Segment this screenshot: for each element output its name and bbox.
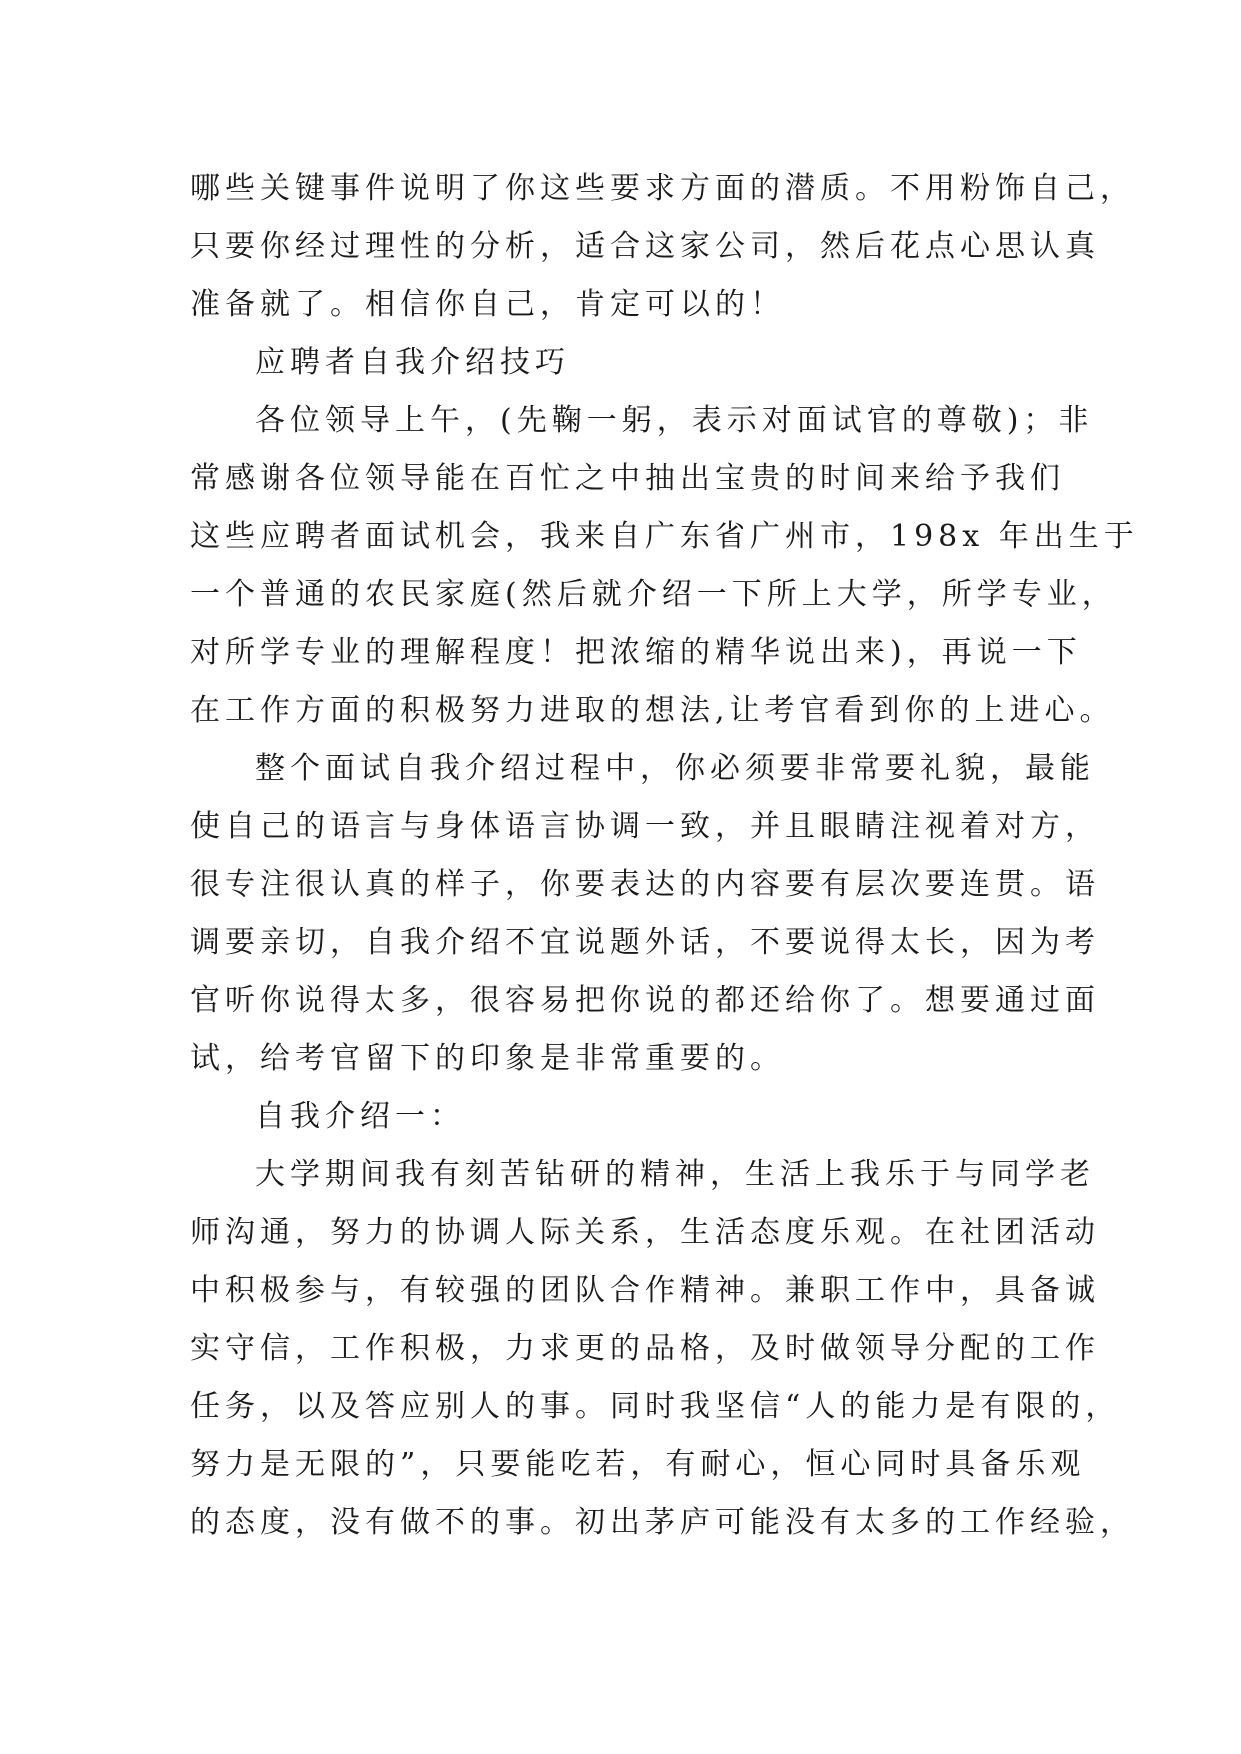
text-line: 一个普通的农民家庭(然后就介绍一下所上大学，所学专业，	[190, 577, 1117, 612]
text-line: 试，给考官留下的印象是非常重要的。	[190, 1041, 785, 1076]
text-line: 整个面试自我介绍过程中，你必须要非常要礼貌，最能	[255, 751, 1095, 786]
text-line: 在工作方面的积极努力进取的想法,让考官看到你的上进心。	[190, 693, 1115, 728]
text-line: 对所学专业的理解程度！把浓缩的精华说出来)，再说一下	[190, 635, 1082, 670]
text-line: 准备就了。相信你自己，肯定可以的！	[190, 287, 785, 322]
text-line: 调要亲切，自我介绍不宜说题外话，不要说得太长，因为考	[190, 925, 1100, 960]
text-line: 哪些关键事件说明了你这些要求方面的潜质。不用粉饰自己，	[190, 171, 1135, 206]
text-line: 中积极参与，有较强的团队合作精神。兼职工作中，具备诚	[190, 1273, 1100, 1308]
text-line: 各位领导上午，(先鞠一躬，表示对面试官的尊敬)；非	[255, 403, 1094, 438]
text-line: 很专注很认真的样子，你要表达的内容要有层次要连贯。语	[190, 867, 1100, 902]
text-line: 这些应聘者面试机会，我来自广东省广州市，198x 年出生于	[190, 519, 1139, 554]
text-line: 官听你说得太多，很容易把你说的都还给你了。想要通过面	[190, 983, 1100, 1018]
text-line: 只要你经过理性的分析，适合这家公司，然后花点心思认真	[190, 229, 1100, 264]
text-line: 应聘者自我介绍技巧	[255, 345, 570, 380]
body-text	[190, 160, 1139, 1552]
text-line: 大学期间我有刻苦钻研的精神，生活上我乐于与同学老	[255, 1157, 1095, 1192]
text-line: 使自己的语言与身体语言协调一致，并且眼睛注视着对方，	[190, 809, 1100, 844]
text-line: 任务，以及答应别人的事。同时我坚信“人的能力是有限的，	[190, 1389, 1121, 1424]
text-line: 的态度，没有做不的事。初出茅庐可能没有太多的工作经验，	[190, 1505, 1135, 1540]
text-line: 努力是无限的”，只要能吃若，有耐心，恒心同时具备乐观	[190, 1447, 1086, 1482]
text-line: 自我介绍一：	[255, 1099, 465, 1134]
text-line: 常感谢各位领导能在百忙之中抽出宝贵的时间来给予我们	[190, 461, 1065, 496]
text-line: 实守信，工作积极，力求更的品格，及时做领导分配的工作	[190, 1331, 1100, 1366]
text-line: 师沟通，努力的协调人际关系，生活态度乐观。在社团活动	[190, 1215, 1100, 1250]
